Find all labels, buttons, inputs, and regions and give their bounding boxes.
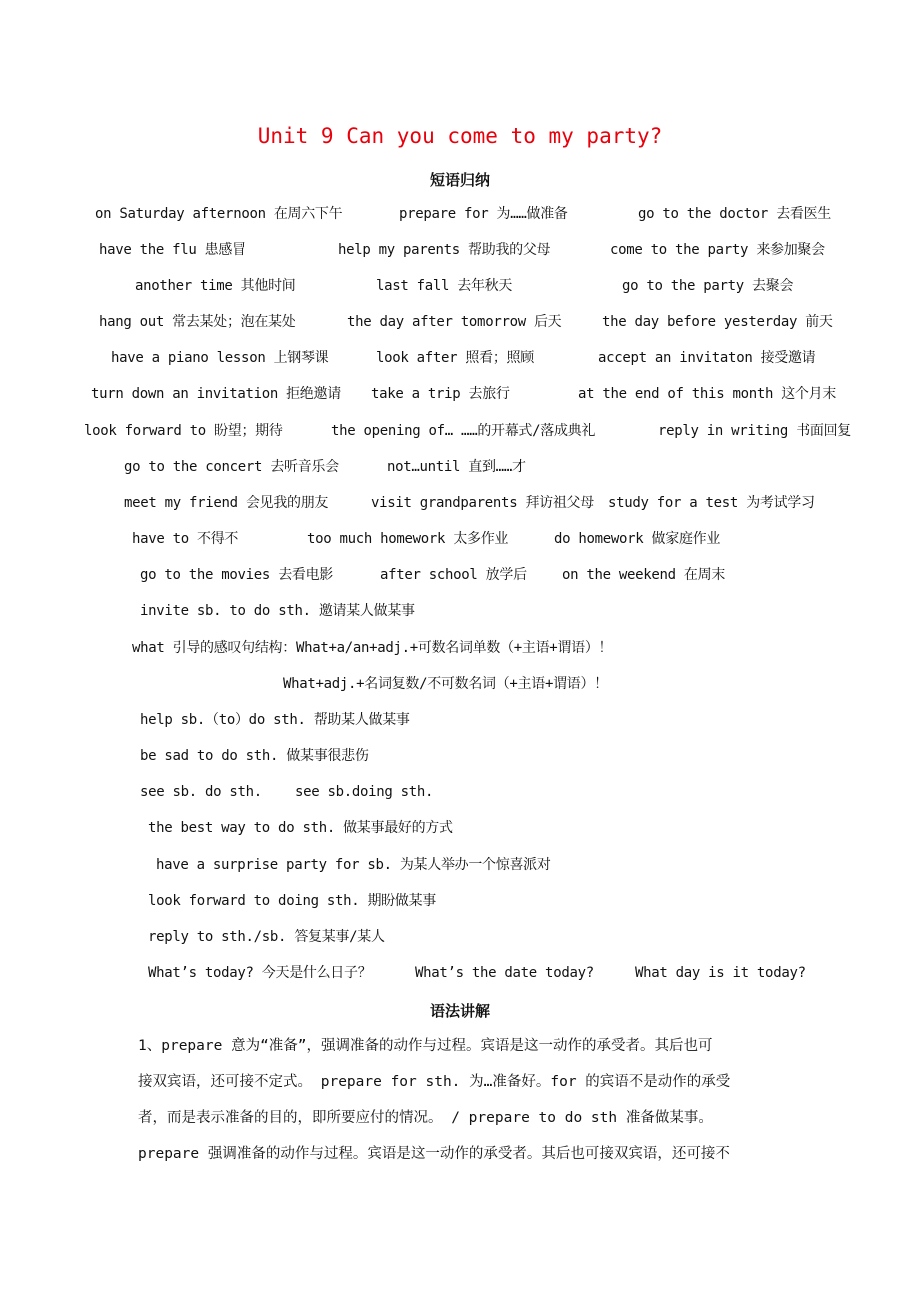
phrase-item: on Saturday afternoon 在周六下午 — [95, 206, 343, 222]
phrase-item: last fall 去年秋天 — [376, 278, 513, 294]
phrase-item: another time 其他时间 — [135, 278, 296, 294]
phrase-item: after school 放学后 — [380, 567, 527, 583]
phrase-item: What+adj.+名词复数/不可数名词（+主语+谓语）！ — [283, 676, 608, 692]
phrase-item: the day before yesterday 前天 — [602, 314, 833, 330]
phrase-item: help sb.（to）do sth. 帮助某人做某事 — [140, 712, 410, 728]
phrase-item: visit grandparents 拜访祖父母 — [371, 495, 594, 511]
phrase-item: go to the concert 去听音乐会 — [124, 459, 339, 475]
phrase-item: see sb. do sth. — [140, 784, 262, 800]
phrase-item: prepare for 为……做准备 — [399, 206, 568, 222]
phrase-item: look forward to 盼望；期待 — [84, 423, 283, 439]
phrase-item: look forward to doing sth. 期盼做某事 — [148, 893, 436, 909]
phrase-item: have to 不得不 — [132, 531, 239, 547]
phrase-item: the opening of… ……的开幕式/落成典礼 — [331, 423, 596, 439]
phrase-item: What’s today? 今天是什么日子？ — [148, 965, 372, 981]
phrase-item: turn down an invitation 拒绝邀请 — [91, 386, 341, 402]
grammar-line: 1、prepare 意为“准备”，强调准备的动作与过程。宾语是这一动作的承受者。其后也可 — [138, 1038, 713, 1054]
phrase-item: go to the party 去聚会 — [622, 278, 794, 294]
phrase-item: meet my friend 会见我的朋友 — [124, 495, 329, 511]
phrase-item: reply to sth./sb. 答复某事/某人 — [148, 929, 385, 945]
phrase-item: the day after tomorrow 后天 — [347, 314, 562, 330]
phrase-item: What day is it today? — [635, 965, 806, 981]
phrase-item: What’s the date today? — [415, 965, 594, 981]
phrase-item: have a surprise party for sb. 为某人举办一个惊喜派对 — [156, 857, 551, 873]
grammar-line: 接双宾语，还可接不定式。 prepare for sth. 为…准备好。for 的宾语不是动作的承受 — [138, 1074, 731, 1090]
phrase-item: too much homework 太多作业 — [307, 531, 509, 547]
phrase-item: look after 照看；照顾 — [376, 350, 534, 366]
section-heading-grammar: 语法讲解 — [429, 1002, 490, 1020]
phrase-item: reply in writing 书面回复 — [658, 423, 851, 439]
phrase-item: study for a test 为考试学习 — [608, 495, 815, 511]
phrase-item: invite sb. to do sth. 邀请某人做某事 — [140, 603, 415, 619]
phrase-item: what 引导的感叹句结构：What+a/an+adj.+可数名词单数（+主语+谓语）！ — [132, 640, 613, 656]
grammar-line: prepare 强调准备的动作与过程。宾语是这一动作的承受者。其后也可接双宾语，还可接不 — [138, 1146, 730, 1162]
phrase-item: on the weekend 在周末 — [562, 567, 726, 583]
phrase-item: hang out 常去某处；泡在某处 — [99, 314, 296, 330]
grammar-line: 者，而是表示准备的目的，即所要应付的情况。 / prepare to do sth 准备做某事。 — [138, 1110, 713, 1126]
phrase-item: be sad to do sth. 做某事很悲伤 — [140, 748, 369, 764]
phrase-item: not…until 直到……才 — [387, 459, 526, 475]
phrase-item: have the flu 患感冒 — [99, 242, 246, 258]
phrase-item: accept an invitaton 接受邀请 — [598, 350, 816, 366]
phrase-item: go to the movies 去看电影 — [140, 567, 333, 583]
document-title: Unit 9 Can you come to my party? — [257, 124, 663, 148]
phrase-item: see sb.doing sth. — [295, 784, 434, 800]
phrase-item: at the end of this month 这个月末 — [578, 386, 837, 402]
phrase-item: come to the party 来参加聚会 — [610, 242, 825, 258]
phrase-item: have a piano lesson 上钢琴课 — [111, 350, 329, 366]
phrase-item: help my parents 帮助我的父母 — [338, 242, 551, 258]
phrase-item: do homework 做家庭作业 — [554, 531, 721, 547]
phrase-item: take a trip 去旅行 — [371, 386, 510, 402]
section-heading-phrases: 短语归纳 — [429, 171, 490, 189]
phrase-item: the best way to do sth. 做某事最好的方式 — [148, 820, 453, 836]
phrase-item: go to the doctor 去看医生 — [638, 206, 831, 222]
